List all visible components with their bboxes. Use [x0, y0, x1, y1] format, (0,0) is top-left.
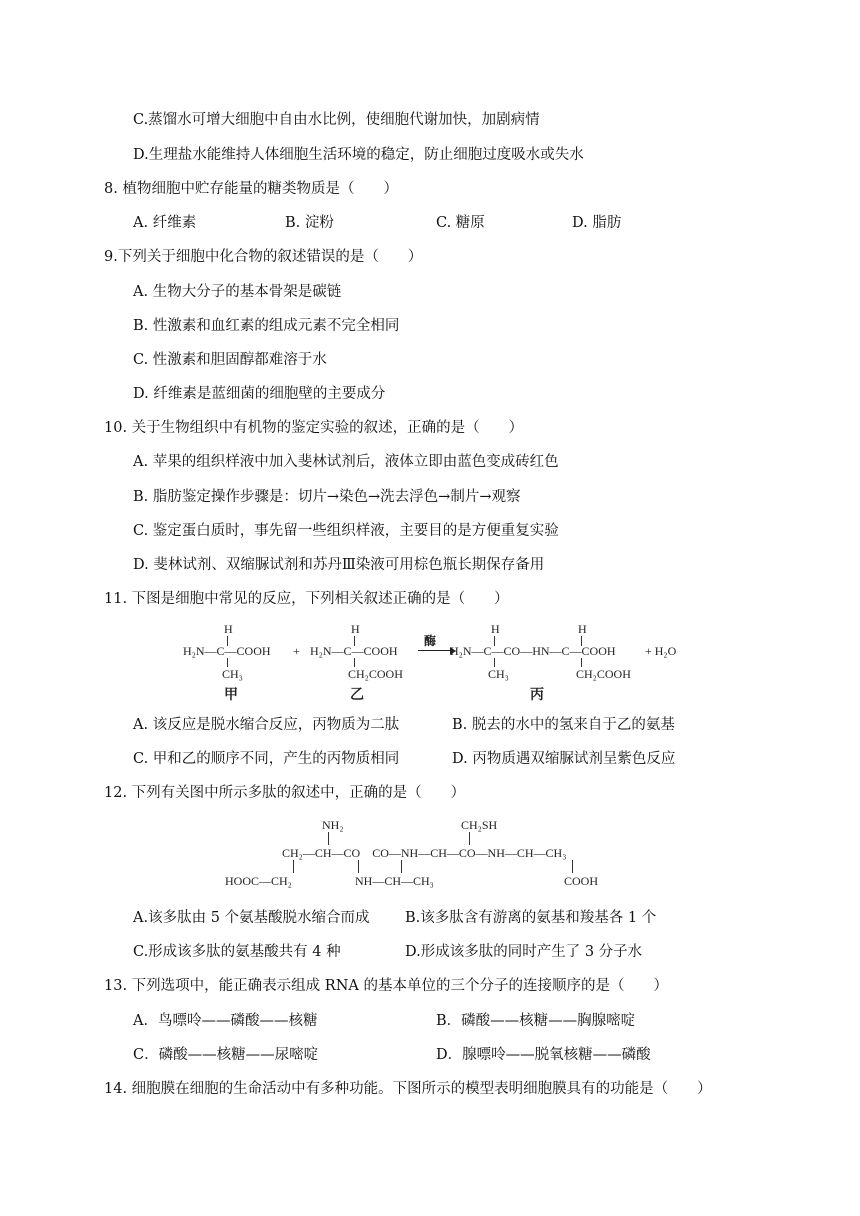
- product-bing-chain: H₂N—C—CO—HN—C—COOH: [450, 644, 616, 658]
- side-chain-ch3: CH₃: [488, 667, 509, 681]
- h-atom: H: [491, 622, 500, 636]
- bond-line: [469, 832, 470, 845]
- q13-option-a: A．鸟嘌呤——磷酸——核糖: [133, 1013, 318, 1029]
- label-yi: 乙: [350, 688, 364, 703]
- q13-stem: 13. 下列选项中，能正确表示组成 RNA 的基本单位的三个分子的连接顺序的是（ ）: [104, 978, 668, 994]
- q14-stem: 14. 细胞膜在细胞的生命活动中有多种功能。下图所示的模型表明细胞膜具有的功能是（ ）: [104, 1081, 712, 1097]
- enzyme-label: 酶: [424, 634, 437, 648]
- bond-line: [572, 860, 573, 873]
- h-atom: H: [578, 622, 587, 636]
- q12-option-b: B.该多肽含有游离的氨基和羧基各 1 个: [405, 910, 657, 926]
- bond-line: [328, 832, 329, 845]
- amino-group: NH₂: [322, 818, 344, 832]
- q8-option-c: C. 糖原: [436, 215, 485, 231]
- side-chain-ch2cooh: CH₂COOH: [576, 667, 631, 681]
- q10-option-b: B. 脂肪鉴定操作步骤是：切片→染色→洗去浮色→制片→观察: [133, 489, 521, 505]
- side-chain-ch2cooh: CH₂COOH: [348, 667, 403, 681]
- q8-option-a: A. 纤维素: [133, 215, 197, 231]
- water-product: + H₂O: [645, 644, 677, 658]
- q8-option-b: B. 淀粉: [285, 215, 334, 231]
- reactant-yi-chain: H₂N—C—COOH: [310, 644, 398, 658]
- bond-line: [227, 658, 228, 667]
- dipeptide-reaction-figure: [180, 622, 690, 702]
- q13-option-b: B．磷酸——核糖——胸腺嘧啶: [436, 1013, 636, 1029]
- q10-stem: 10. 关于生物组织中有机物的鉴定实验的叙述，正确的是（ ）: [104, 420, 524, 436]
- polypeptide-figure: [225, 818, 645, 893]
- q12-option-d: D.形成该多肽的同时产生了 3 分子水: [405, 944, 643, 960]
- bond-line: [293, 860, 294, 873]
- q11-option-d: D. 丙物质遇双缩脲试剂呈紫色反应: [452, 751, 676, 767]
- bond-line: [401, 860, 402, 873]
- q9-option-c: C. 性激素和胆固醇都难溶于水: [133, 352, 327, 368]
- bond-line: [581, 658, 582, 667]
- q10-option-c: C. 鉴定蛋白质时，事先留一些组织样液，主要目的是方便重复实验: [133, 523, 559, 539]
- q8-stem: 8. 植物细胞中贮存能量的糖类物质是（ ）: [104, 181, 398, 197]
- q11-option-a: A. 该反应是脱水缩合反应，丙物质为二肽: [133, 717, 400, 733]
- label-bing: 丙: [530, 688, 544, 703]
- alanine-residue: NH—CH—CH₃: [355, 874, 434, 888]
- q7-option-d: D.生理盐水能维持人体细胞生活环境的稳定，防止细胞过度吸水或失水: [133, 147, 584, 163]
- q12-option-a: A.该多肽由 5 个氨基酸脱水缩合而成: [133, 910, 370, 926]
- thiol-side-chain: CH₂SH: [461, 818, 498, 832]
- q9-option-b: B. 性激素和血红素的组成元素不完全相同: [133, 318, 400, 334]
- reactant-jia-chain: H₂N—C—COOH: [183, 644, 271, 658]
- h-atom: H: [351, 622, 360, 636]
- q7-option-c: C.蒸馏水可增大细胞中自由水比例，使细胞代谢加快，加剧病情: [133, 112, 540, 128]
- q9-option-a: A. 生物大分子的基本骨架是碳链: [133, 284, 342, 300]
- terminal-carboxyl: COOH: [564, 874, 599, 888]
- q9-option-d: D. 纤维素是蓝细菌的细胞壁的主要成分: [133, 386, 386, 402]
- bond-line: [358, 860, 359, 873]
- peptide-backbone: CH₂—CH—CO CO—NH—CH—CO—NH—CH—CH₃: [282, 846, 567, 860]
- reaction-arrow: [418, 650, 454, 651]
- q12-stem: 12. 下列有关图中所示多肽的叙述中，正确的是（ ）: [104, 785, 466, 801]
- q12-option-c: C.形成该多肽的氨基酸共有 4 种: [133, 944, 341, 960]
- q10-option-d: D. 斐林试剂、双缩脲试剂和苏丹Ⅲ染液可用棕色瓶长期保存备用: [133, 557, 545, 573]
- h-atom: H: [224, 622, 233, 636]
- q11-option-c: C. 甲和乙的顺序不同，产生的丙物质相同: [133, 751, 400, 767]
- q11-stem: 11. 下图是细胞中常见的反应，下列相关叙述正确的是（ ）: [104, 591, 509, 607]
- label-jia: 甲: [224, 688, 238, 703]
- side-chain-ch3: CH₃: [222, 667, 243, 681]
- bond-line: [494, 658, 495, 667]
- q13-option-d: D．腺嘌呤——脱氧核糖——磷酸: [436, 1047, 651, 1063]
- q9-stem: 9.下列关于细胞中化合物的叙述错误的是（ ）: [104, 249, 423, 265]
- q13-option-c: C．磷酸——核糖——尿嘧啶: [133, 1047, 319, 1063]
- bond-line: [354, 658, 355, 667]
- q10-option-a: A. 苹果的组织样液中加入斐林试剂后，液体立即由蓝色变成砖红色: [133, 454, 559, 470]
- carboxyl-side-chain: HOOC—CH₂: [225, 874, 292, 888]
- q8-option-d: D. 脂肪: [572, 215, 622, 231]
- q11-option-b: B. 脱去的水中的氢来自于乙的氨基: [452, 717, 675, 733]
- plus-sign: +: [293, 644, 300, 658]
